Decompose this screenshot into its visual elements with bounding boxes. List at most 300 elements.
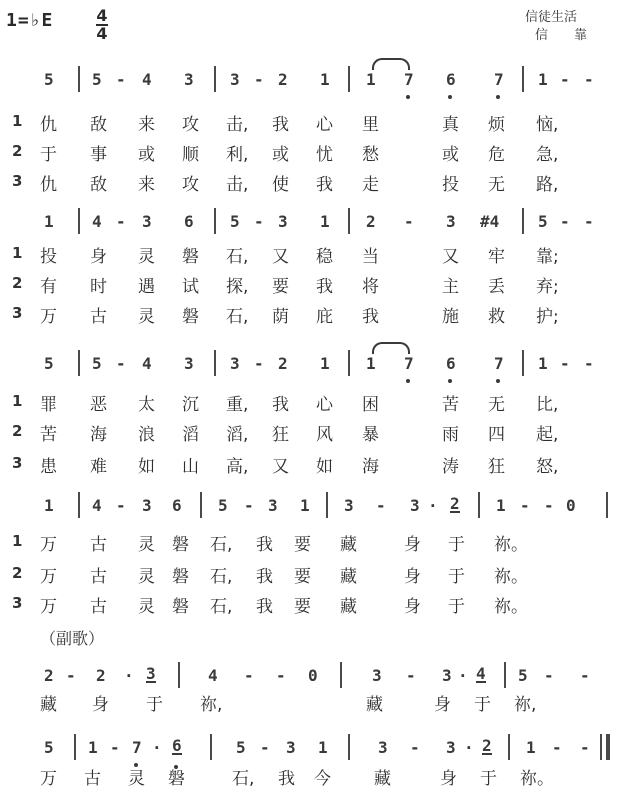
lyric-char: 靠; xyxy=(536,247,559,267)
lyric-char: 或 xyxy=(272,145,289,165)
note-eighth: 4 xyxy=(476,664,486,683)
lyric-char: 藏 xyxy=(340,535,357,555)
barline xyxy=(508,734,510,760)
lyric-char: 藏 xyxy=(340,597,357,617)
lyric-char: 古 xyxy=(90,567,107,587)
dash: - xyxy=(520,496,530,515)
lyric-line-verse-3 xyxy=(0,170,618,194)
note: 3 xyxy=(286,738,296,757)
verse-number: 1 xyxy=(12,112,23,130)
lyric-line-verse-2 xyxy=(0,140,618,164)
lyric-char: 狂 xyxy=(488,457,505,477)
note: 7 xyxy=(494,70,504,89)
lyric-char: 试 xyxy=(182,277,199,297)
note: 7 xyxy=(132,738,142,757)
dash: - xyxy=(560,212,570,231)
lyric-char: 心 xyxy=(316,115,333,135)
dash: - xyxy=(560,70,570,89)
lyric-char: 或 xyxy=(442,145,459,165)
note: 6 xyxy=(172,496,182,515)
lyric-char: 石, xyxy=(226,247,249,267)
note: 3 xyxy=(446,212,456,231)
lyric-char: 里 xyxy=(362,115,379,135)
lyric-char: 投 xyxy=(40,247,57,267)
lyric-char: 灵 xyxy=(138,247,155,267)
note: 1 xyxy=(44,212,54,231)
note: 7 xyxy=(494,354,504,373)
barline xyxy=(78,492,80,518)
lyric-char: 于 xyxy=(40,145,57,165)
dash: - xyxy=(254,354,264,373)
dotted-rhythm: · xyxy=(152,738,162,757)
dash: - xyxy=(244,666,254,685)
dash: - xyxy=(116,212,126,231)
lyric-char: 恶 xyxy=(90,395,107,415)
dash: - xyxy=(66,666,76,685)
lyric-char: 海 xyxy=(362,457,379,477)
note: 4 xyxy=(208,666,218,685)
note: 1 xyxy=(538,70,548,89)
note: 3 xyxy=(184,354,194,373)
lyric-char: 又 xyxy=(272,457,289,477)
lyric-char: 雨 xyxy=(442,425,459,445)
dotted-rhythm: · xyxy=(124,666,134,685)
lyric-char: 事 xyxy=(90,145,107,165)
lyric-line-verse-3 xyxy=(0,302,618,326)
lyric-char: 灵 xyxy=(138,535,155,555)
note: 1 xyxy=(496,496,506,515)
lyric-char: 身 xyxy=(434,695,451,715)
lyric-char: 稳 xyxy=(316,247,333,267)
lyric-char: 击, xyxy=(226,115,249,135)
dash: - xyxy=(116,70,126,89)
verse-number: 3 xyxy=(12,304,23,322)
dotted-rhythm: · xyxy=(428,496,438,515)
lyric-char: 仇 xyxy=(40,115,57,135)
note: 1 xyxy=(538,354,548,373)
lyric-char: 万 xyxy=(40,769,57,789)
lyric-char: 灵 xyxy=(138,597,155,617)
lyric-char: 顺 xyxy=(182,145,199,165)
note: 3 xyxy=(446,738,456,757)
dash: - xyxy=(254,70,264,89)
verse-number: 1 xyxy=(12,392,23,410)
barline xyxy=(600,734,602,760)
lyric-char: 投 xyxy=(442,175,459,195)
lyric-line-verse-1 xyxy=(0,530,618,554)
chorus-lyric-line-1 xyxy=(0,690,618,714)
lyric-char: 又 xyxy=(272,247,289,267)
verse-number: 2 xyxy=(12,422,23,440)
barline xyxy=(214,208,216,234)
dash: - xyxy=(116,354,126,373)
note: 4 xyxy=(142,70,152,89)
lyric-char: 石, xyxy=(210,567,233,587)
note: 4 xyxy=(142,354,152,373)
lyric-char: 古 xyxy=(90,597,107,617)
lyric-char: 石, xyxy=(232,769,255,789)
lyric-char: 来 xyxy=(138,175,155,195)
time-signature xyxy=(96,8,108,42)
verse-number: 1 xyxy=(12,532,23,550)
lower-octave-dot xyxy=(406,379,410,383)
lyric-char: 石, xyxy=(210,535,233,555)
note: 1 xyxy=(366,354,376,373)
dash: - xyxy=(552,738,562,757)
note: 3 xyxy=(142,496,152,515)
note: 1 xyxy=(88,738,98,757)
barline xyxy=(210,734,212,760)
lyric-char: 如 xyxy=(138,457,155,477)
note: 3 xyxy=(230,354,240,373)
note-eighth: 3 xyxy=(146,664,156,683)
note: 2 xyxy=(278,70,288,89)
tie xyxy=(372,58,410,70)
lyric-char: 藏 xyxy=(340,567,357,587)
lyric-char: 无 xyxy=(488,395,505,415)
note: 5 xyxy=(92,354,102,373)
lyric-char: 藏 xyxy=(374,769,391,789)
lyric-char: 太 xyxy=(138,395,155,415)
lyric-char: 无 xyxy=(488,175,505,195)
lyric-char: 仇 xyxy=(40,175,57,195)
lyric-char: 古 xyxy=(90,535,107,555)
lyric-char: 忧 xyxy=(316,145,333,165)
lyric-char: 滔, xyxy=(226,425,249,445)
lyric-char: 或 xyxy=(138,145,155,165)
lyric-char: 磐 xyxy=(168,769,185,789)
lyric-char: 狂 xyxy=(272,425,289,445)
lyric-char: 于 xyxy=(448,597,465,617)
lyric-char: 苦 xyxy=(40,425,57,445)
dotted-rhythm: · xyxy=(458,666,468,685)
lyric-char: 要 xyxy=(294,535,311,555)
lyric-char: 攻 xyxy=(182,175,199,195)
lyric-char: 急, xyxy=(536,145,559,165)
lyric-char: 身 xyxy=(404,567,421,587)
notation-row xyxy=(0,350,618,376)
note: 5 xyxy=(92,70,102,89)
notation-row xyxy=(0,662,618,688)
verse-number: 3 xyxy=(12,454,23,472)
lyric-char: 又 xyxy=(442,247,459,267)
lyric-char: 四 xyxy=(488,425,505,445)
lyric-line-verse-2 xyxy=(0,272,618,296)
time-signature-top: 4 xyxy=(96,6,108,25)
lyric-char: 祢。 xyxy=(494,597,528,617)
barline xyxy=(326,492,328,518)
lyric-char: 我 xyxy=(362,307,379,327)
dotted-rhythm: · xyxy=(464,738,474,757)
lyric-char: 敌 xyxy=(90,115,107,135)
lyric-char: 风 xyxy=(316,425,333,445)
lyric-char: 救 xyxy=(488,307,505,327)
lyric-char: 灵 xyxy=(138,567,155,587)
dash: - xyxy=(110,738,120,757)
lyric-char: 施 xyxy=(442,307,459,327)
lyric-char: 滔 xyxy=(182,425,199,445)
verse-number: 2 xyxy=(12,564,23,582)
lyric-char: 弃; xyxy=(536,277,559,297)
lyric-char: 我 xyxy=(316,277,333,297)
barline xyxy=(74,734,76,760)
lyric-char: 藏 xyxy=(366,695,383,715)
note: 5 xyxy=(230,212,240,231)
barline xyxy=(348,350,350,376)
note: 2 xyxy=(278,354,288,373)
lyric-char: 愁 xyxy=(362,145,379,165)
lyric-char: 有 xyxy=(40,277,57,297)
note: 3 xyxy=(410,496,420,515)
barline xyxy=(214,350,216,376)
note: 2 xyxy=(96,666,106,685)
verse-number: 1 xyxy=(12,244,23,262)
barline xyxy=(348,208,350,234)
lyric-line-verse-1 xyxy=(0,242,618,266)
note: 2 xyxy=(44,666,54,685)
key-signature: 1=♭E xyxy=(6,10,54,31)
lyric-char: 时 xyxy=(90,277,107,297)
lyric-char: 难 xyxy=(90,457,107,477)
note: 1 xyxy=(320,354,330,373)
lyric-char: 敌 xyxy=(90,175,107,195)
note: 3 xyxy=(230,70,240,89)
lyric-char: 困 xyxy=(362,395,379,415)
lyric-char: 身 xyxy=(440,769,457,789)
lyric-char: 我 xyxy=(272,395,289,415)
lyric-char: 灵 xyxy=(138,307,155,327)
lyric-char: 真 xyxy=(442,115,459,135)
notation-row xyxy=(0,734,618,760)
dash: - xyxy=(254,212,264,231)
lyric-char: 我 xyxy=(256,535,273,555)
barline xyxy=(478,492,480,518)
notation-row xyxy=(0,208,618,234)
lyric-char: 涛 xyxy=(442,457,459,477)
lyric-char: 藏 xyxy=(40,695,57,715)
verse-number: 3 xyxy=(12,172,23,190)
note: 5 xyxy=(518,666,528,685)
lyric-char: 要 xyxy=(294,597,311,617)
note: 5 xyxy=(44,354,54,373)
time-signature-bottom: 4 xyxy=(96,24,108,43)
final-barline xyxy=(606,734,610,760)
dash: - xyxy=(116,496,126,515)
lyric-char: 磐 xyxy=(172,567,189,587)
lyric-line-verse-1 xyxy=(0,390,618,414)
lyric-char: 身 xyxy=(90,247,107,267)
lyric-char: 磐 xyxy=(182,307,199,327)
lower-octave-dot xyxy=(448,95,452,99)
lyric-char: 高, xyxy=(226,457,249,477)
barline xyxy=(78,208,80,234)
barline xyxy=(200,492,202,518)
dash: - xyxy=(404,212,414,231)
source-tagline: 信徒生活 xyxy=(525,10,578,25)
note: 3 xyxy=(372,666,382,685)
lyric-char: 攻 xyxy=(182,115,199,135)
note: 7 xyxy=(404,70,414,89)
lyric-char: 山 xyxy=(182,457,199,477)
barline xyxy=(214,66,216,92)
lyric-char: 利, xyxy=(226,145,249,165)
lyric-char: 危 xyxy=(488,145,505,165)
lyric-char: 丢 xyxy=(488,277,505,297)
barline xyxy=(78,350,80,376)
note: 3 xyxy=(378,738,388,757)
note: 5 xyxy=(538,212,548,231)
lyric-char: 今 xyxy=(314,769,331,789)
lyric-char: 路, xyxy=(536,175,559,195)
lyric-char: 探, xyxy=(226,277,249,297)
lyric-char: 患 xyxy=(40,457,57,477)
lyric-char: 遇 xyxy=(138,277,155,297)
hymn-author: 信靠 xyxy=(535,28,614,43)
lyric-char: 古 xyxy=(90,307,107,327)
note: 3 xyxy=(142,212,152,231)
note: 3 xyxy=(442,666,452,685)
lyric-char: 我 xyxy=(256,597,273,617)
chorus-lyric-line-2 xyxy=(0,764,618,788)
note: 3 xyxy=(278,212,288,231)
note: 3 xyxy=(184,70,194,89)
note: 3 xyxy=(268,496,278,515)
lyric-line-verse-2 xyxy=(0,562,618,586)
lyric-char: 起, xyxy=(536,425,559,445)
lyric-char: 万 xyxy=(40,597,57,617)
lyric-char: 苦 xyxy=(442,395,459,415)
lyric-char: 浪 xyxy=(138,425,155,445)
note: 5 xyxy=(218,496,228,515)
lyric-char: 身 xyxy=(404,535,421,555)
note: 3 xyxy=(344,496,354,515)
tie xyxy=(372,342,410,354)
lyric-char: 心 xyxy=(316,395,333,415)
dash: - xyxy=(544,496,554,515)
barline xyxy=(522,350,524,376)
lyric-char: 于 xyxy=(448,567,465,587)
barline xyxy=(522,66,524,92)
note: 1 xyxy=(320,212,330,231)
note: 5 xyxy=(44,738,54,757)
lyric-char: 万 xyxy=(40,567,57,587)
lyric-char: 庇 xyxy=(316,307,333,327)
note: 5 xyxy=(44,70,54,89)
note: 1 xyxy=(366,70,376,89)
lyric-char: 我 xyxy=(256,567,273,587)
rest: 0 xyxy=(566,496,576,515)
dash: - xyxy=(260,738,270,757)
barline xyxy=(348,734,350,760)
note: 4 xyxy=(92,496,102,515)
note: 7 xyxy=(404,354,414,373)
note: 1 xyxy=(526,738,536,757)
note-sharp: #4 xyxy=(480,212,500,231)
note-eighth: 2 xyxy=(450,494,460,513)
lyric-char: 罪 xyxy=(40,395,57,415)
barline xyxy=(348,66,350,92)
dash: - xyxy=(584,70,594,89)
lyric-char: 使 xyxy=(272,175,289,195)
lyric-line-verse-3 xyxy=(0,452,618,476)
dash: - xyxy=(584,354,594,373)
lyric-char: 来 xyxy=(138,115,155,135)
lyric-char: 当 xyxy=(362,247,379,267)
lyric-char: 击, xyxy=(226,175,249,195)
dash: - xyxy=(544,666,554,685)
lyric-char: 荫 xyxy=(272,307,289,327)
dash: - xyxy=(406,666,416,685)
lyric-char: 护; xyxy=(536,307,559,327)
verse-number: 2 xyxy=(12,142,23,160)
dash: - xyxy=(376,496,386,515)
lower-octave-dot xyxy=(496,379,500,383)
lower-octave-dot xyxy=(496,95,500,99)
lyric-char: 万 xyxy=(40,535,57,555)
lyric-char: 祢, xyxy=(514,695,537,715)
lyric-char: 灵 xyxy=(128,769,145,789)
lyric-char: 于 xyxy=(474,695,491,715)
lyric-char: 祢。 xyxy=(494,567,528,587)
lyric-char: 古 xyxy=(84,769,101,789)
note: 4 xyxy=(92,212,102,231)
lyric-char: 主 xyxy=(442,277,459,297)
dash: - xyxy=(580,666,590,685)
lyric-char: 走 xyxy=(362,175,379,195)
dash: - xyxy=(410,738,420,757)
note: 6 xyxy=(446,70,456,89)
lyric-char: 将 xyxy=(362,277,379,297)
lyric-char: 磐 xyxy=(172,535,189,555)
barline xyxy=(522,208,524,234)
note: 1 xyxy=(318,738,328,757)
dash: - xyxy=(276,666,286,685)
lyric-char: 祢。 xyxy=(520,769,554,789)
lyric-char: 于 xyxy=(480,769,497,789)
lyric-char: 身 xyxy=(404,597,421,617)
lyric-char: 于 xyxy=(146,695,163,715)
verse-number: 3 xyxy=(12,594,23,612)
lyric-char: 怒, xyxy=(536,457,559,477)
dash: - xyxy=(584,212,594,231)
note: 1 xyxy=(44,496,54,515)
lyric-char: 石, xyxy=(226,307,249,327)
notation-row xyxy=(0,492,618,518)
lyric-char: 烦 xyxy=(488,115,505,135)
lyric-char: 磐 xyxy=(182,247,199,267)
lyric-char: 我 xyxy=(278,769,295,789)
lyric-line-verse-3 xyxy=(0,592,618,616)
note: 2 xyxy=(366,212,376,231)
note: 6 xyxy=(446,354,456,373)
lyric-char: 要 xyxy=(272,277,289,297)
rest: 0 xyxy=(308,666,318,685)
note: 1 xyxy=(300,496,310,515)
lyric-char: 恼, xyxy=(536,115,559,135)
barline xyxy=(78,66,80,92)
lyric-char: 暴 xyxy=(362,425,379,445)
barline xyxy=(340,662,342,688)
lyric-char: 石, xyxy=(210,597,233,617)
note-eighth: 2 xyxy=(482,736,492,755)
lyric-line-verse-2 xyxy=(0,420,618,444)
lyric-char: 身 xyxy=(92,695,109,715)
lyric-char: 如 xyxy=(316,457,333,477)
lyric-char: 我 xyxy=(316,175,333,195)
barline xyxy=(178,662,180,688)
lyric-char: 牢 xyxy=(488,247,505,267)
lyric-char: 海 xyxy=(90,425,107,445)
